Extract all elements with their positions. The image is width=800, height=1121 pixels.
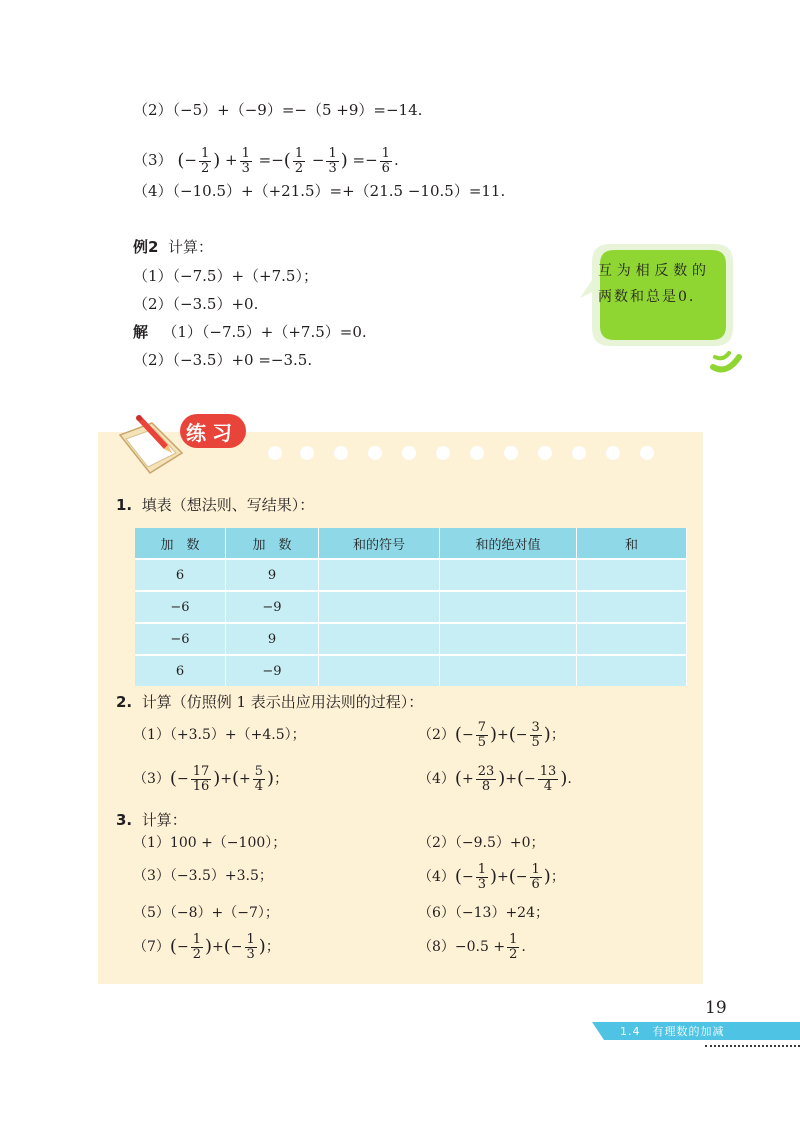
table-row [135, 655, 687, 686]
answer-cell[interactable] [577, 655, 687, 686]
footer-dotted-rule [705, 1045, 800, 1047]
example2-solution-2: （2）（−3.5）+0 =−3.5. [133, 351, 313, 369]
fraction: $\frac{1}{3}$ [328, 145, 337, 176]
example2-q2: （2）（−3.5）+0. [133, 295, 259, 313]
exercise-3-item-7: （7）(− $\frac{1}{2}$ )+(− $\frac{1}{3}$ )； [133, 931, 280, 962]
notebook-pencil-icon [112, 405, 192, 480]
fraction: $\frac{1}{3}$ [241, 145, 250, 176]
exercise-3-item-1: （1）100 +（−100）； [133, 835, 287, 851]
practice-badge-label: 练习 [186, 421, 238, 445]
page-number: 19 [705, 998, 727, 1018]
answer-cell[interactable] [440, 623, 577, 655]
table-header-cell: 和的符号 [319, 528, 440, 559]
table-cell: 9 [226, 623, 319, 655]
answer-cell[interactable] [319, 655, 440, 686]
table-cell: 6 [135, 559, 226, 591]
fraction: $\frac{1}{2}$ [200, 145, 210, 176]
table-header-row [135, 528, 687, 559]
bubble-tail-icon [705, 345, 745, 380]
table-row [135, 623, 687, 655]
example-line-2: （2）（−5）+（−9）=−（5 +9）=−14. [133, 101, 423, 119]
exercise-1-heading: 1. 填表（想法则、写结果）： [116, 496, 315, 514]
example2-q1: （1）（−7.5）+（+7.5）； [133, 267, 318, 285]
answer-cell[interactable] [440, 655, 577, 686]
answer-cell[interactable] [440, 559, 577, 591]
exercise-3-item-2: （2）（−9.5）+0； [418, 835, 545, 851]
table-cell: 6 [135, 655, 226, 686]
exercise-3-item-5: （5）（−8）+（−7）； [133, 905, 279, 921]
table-header-cell: 加 数 [135, 528, 226, 559]
example2-solution-1: 解 （1）（−7.5）+（+7.5）=0. [133, 323, 367, 341]
exercise-2-item-4: （4）(+ $\frac{23}{8}$ )+(− $\frac{13}{4}$ ). [418, 763, 572, 794]
addition-table [135, 528, 687, 686]
table-cell: 9 [226, 559, 319, 591]
exercise-2-item-2: （2）(− $\frac{7}{5}$ )+(− $\frac{3}{5}$ )； [418, 719, 565, 750]
table-header-cell: 加 数 [226, 528, 319, 559]
fraction: $\frac{1}{6}$ [381, 145, 390, 176]
exercise-3-item-3: （3）（−3.5）+3.5； [133, 868, 273, 884]
exercise-3-heading: 3. 计算： [116, 811, 187, 829]
answer-cell[interactable] [319, 591, 440, 623]
exercise-2-item-1: （1）（+3.5）+（+4.5）； [133, 727, 306, 743]
example-line-3: （3） (− $\frac{1}{2}$ ) + $\frac{1}{3}$ =−( $\frac{1}{2}$ − $\frac{1}{3}$ ) =− $\frac{1}{6}$ . [133, 145, 399, 176]
exercise-2-heading: 2. 计算（仿照例 1 表示出应用法则的过程）： [116, 693, 424, 711]
table-cell: −9 [226, 591, 319, 623]
example-line-4: （4）（−10.5）+（+21.5）=+（21.5 −10.5）=11. [133, 182, 506, 200]
exercise-2-item-3: （3）(− $\frac{17}{16}$ )+(+ $\frac{5}{4}$ )； [133, 763, 289, 794]
answer-cell[interactable] [440, 591, 577, 623]
exercise-3-item-8: （8）−0.5 + $\frac{1}{2}$ . [418, 931, 526, 962]
exercise-3-item-4: （4）(− $\frac{1}{3}$ )+(− $\frac{1}{6}$ )； [418, 861, 565, 892]
table-header-cell: 和 [577, 528, 687, 559]
table-cell: −9 [226, 655, 319, 686]
table-cell: −6 [135, 591, 226, 623]
answer-cell[interactable] [577, 623, 687, 655]
table-cell: −6 [135, 623, 226, 655]
fraction: $\frac{1}{2}$ [294, 145, 304, 176]
table-row [135, 559, 687, 591]
answer-cell[interactable] [319, 623, 440, 655]
exercise-3-item-6: （6）（−13）+24； [418, 905, 549, 921]
table-header-cell: 和的绝对值 [440, 528, 577, 559]
answer-cell[interactable] [577, 591, 687, 623]
table-row [135, 591, 687, 623]
answer-cell[interactable] [319, 559, 440, 591]
section-label: 1.4 有理数的加减 [620, 1025, 725, 1038]
tip-text: 互为相反数的两数和总是0. [598, 263, 708, 305]
example2-heading: 例2 计算： [133, 238, 213, 256]
answer-cell[interactable] [577, 559, 687, 591]
